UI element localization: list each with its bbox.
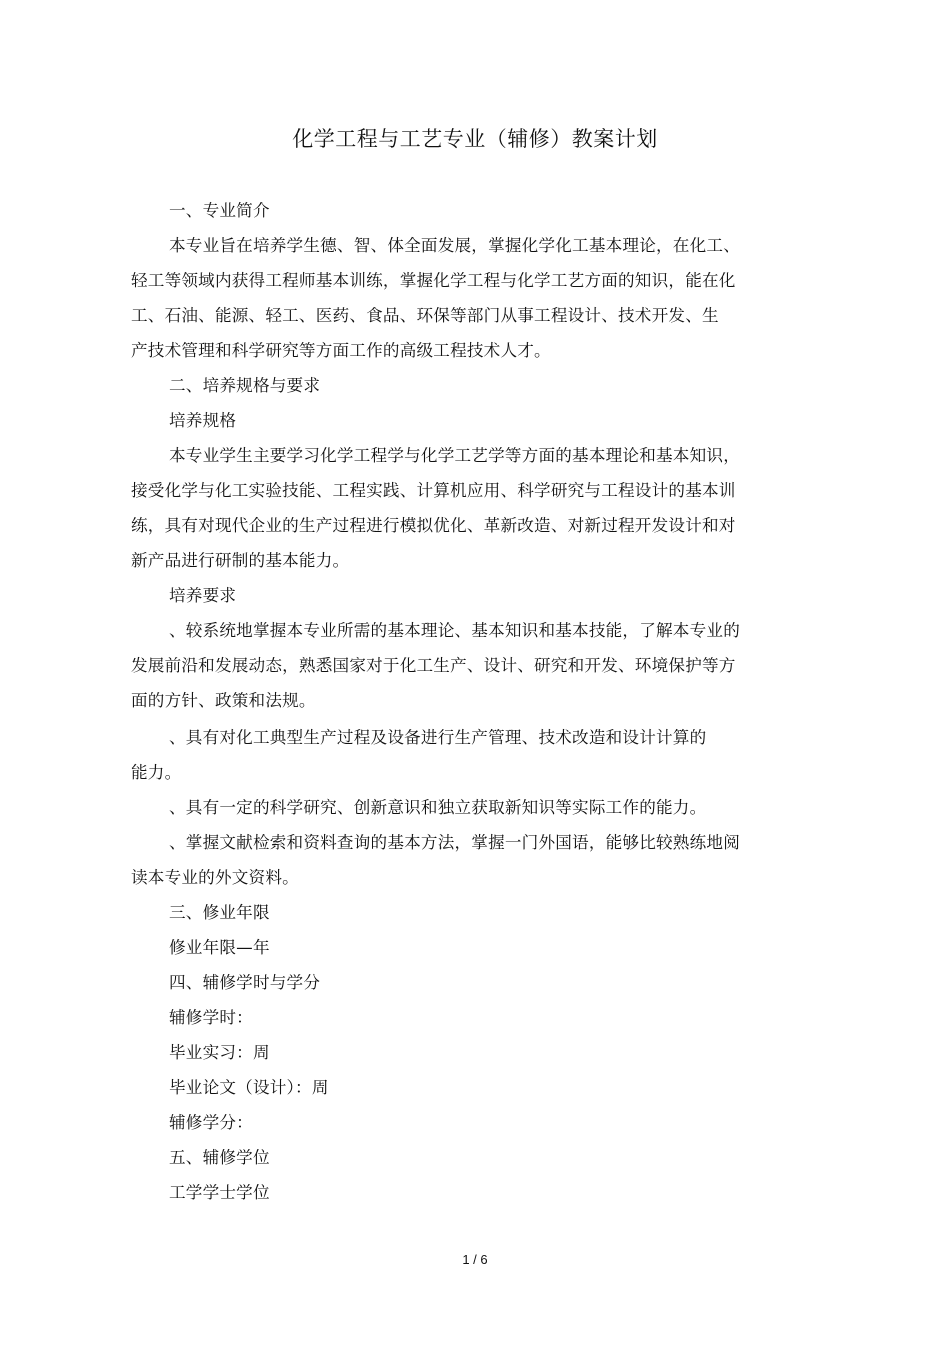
section-heading-credits: 四、辅修学时与学分 <box>169 973 321 992</box>
paragraph-line: 产技术管理和科学研究等方面工作的高级工程技术人才。 <box>131 341 551 360</box>
paragraph-line: 本专业学生主要学习化学工程学与化学工艺学等方面的基本理论和基本知识， <box>169 446 740 465</box>
duration-text: 修业年限—年 <box>169 938 270 957</box>
paragraph-line: 发展前沿和发展动态，熟悉国家对于化工生产、设计、研究和开发、环境保护等方 <box>131 656 736 675</box>
page-title: 化学工程与工艺专业（辅修）教案计划 <box>292 127 658 151</box>
page-number: 1 / 6 <box>462 1252 488 1267</box>
subheading-requirements: 培养要求 <box>169 586 237 605</box>
section-heading-duration: 三、修业年限 <box>169 903 270 922</box>
requirement-item-1: 、较系统地掌握本专业所需的基本理论、基本知识和基本技能，了解本专业的 <box>169 621 740 640</box>
minor-credits: 辅修学分： <box>169 1113 253 1132</box>
minor-hours: 辅修学时： <box>169 1008 253 1027</box>
paragraph-line: 读本专业的外文资料。 <box>131 868 299 887</box>
internship-weeks: 毕业实习：周 <box>169 1043 270 1062</box>
paragraph-line: 面的方针、政策和法规。 <box>131 691 316 710</box>
thesis-weeks: 毕业论文（设计）：周 <box>169 1078 329 1097</box>
paragraph-line: 接受化学与化工实验技能、工程实践、计算机应用、科学研究与工程设计的基本训 <box>131 481 736 500</box>
section-heading-requirements: 二、培养规格与要求 <box>169 376 321 395</box>
paragraph-line: 练，具有对现代企业的生产过程进行模拟优化、革新改造、对新过程开发设计和对 <box>131 516 736 535</box>
paragraph-line: 轻工等领域内获得工程师基本训练，掌握化学工程与化学工艺方面的知识，能在化 <box>131 271 736 290</box>
paragraph-line: 新产品进行研制的基本能力。 <box>131 551 350 570</box>
section-heading-degree: 五、辅修学位 <box>169 1148 270 1167</box>
section-heading-intro: 一、专业简介 <box>169 201 270 220</box>
subheading-specification: 培养规格 <box>169 411 237 430</box>
requirement-item-4: 、掌握文献检索和资料查询的基本方法，掌握一门外国语，能够比较熟练地阅 <box>169 833 740 852</box>
requirement-item-3: 、具有一定的科学研究、创新意识和独立获取新知识等实际工作的能力。 <box>169 798 707 817</box>
paragraph-line: 工、石油、能源、轻工、医药、食品、环保等部门从事工程设计、技术开发、生 <box>131 306 719 325</box>
paragraph-line: 本专业旨在培养学生德、智、体全面发展，掌握化学化工基本理论，在化工、 <box>169 236 740 255</box>
paragraph-line: 能力。 <box>131 763 182 782</box>
requirement-item-2: 、具有对化工典型生产过程及设备进行生产管理、技术改造和设计计算的 <box>169 728 707 747</box>
degree-text: 工学学士学位 <box>169 1183 270 1202</box>
